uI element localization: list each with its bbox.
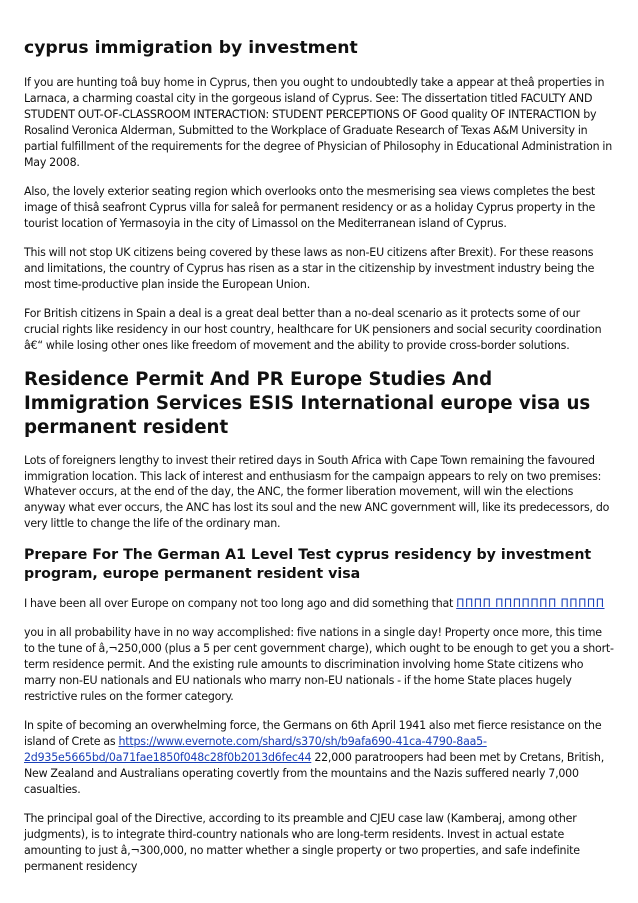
paragraph-1: If you are hunting toâ buy home in Cyprus, then you ought to undoubtedly take a appear at theâ properties in Larnaca, a charming coastal city in the gorgeous island of Cyprus. See: The dissertation titled FACULTY AND STUDENT OUT-OF-CLASSROOM INTERACTION: STUDENT PERCEPTIONS OF Good quality OF INTERACTION by Rosalind Veronica Alderman, Submitted to the Workplace of Graduate Research of Texas A&M University in partial fulfillment of the requirements for the degree of Physician of Philosophy in Educational Administration in May 2008. (24, 76, 613, 169)
paragraph-4: For British citizens in Spain a deal is a great deal better than a no-deal scenario as it protects some of our crucial rights like residency in our host country, healthcare for UK pensioners and social security coordination â€“ while losing other ones like freedom of movement and the ability to provide cross-border solutions. (24, 307, 602, 353)
paragraph-6 (24, 596, 614, 612)
evernote-link[interactable]: https://www.evernote.com/shard/s370/sh/b9afa690-41ca-4790-8aa5-2d935e5665bd/0a71fae1850f048c28f0b2013d6fec44 (24, 734, 487, 764)
paragraph-3: This will not stop UK citizens being covered by these laws as non-EU citizens after Brexit). For these reasons and limitations, the country of Cyprus has risen as a star in the citizenship by investment industry being the most time-productive plan inside the European Union. (24, 246, 595, 291)
paragraph-6-text: I have been all over Europe on company not too long ago and did something that (24, 596, 454, 610)
inline-link-glyphs[interactable]: ΠΠΠΠ ΠΠΠΠΠΠΠ ΠΠΠΠΠ (456, 596, 605, 610)
paragraph-8-text-start: In spite of becoming an overwhelming force, the Germans on 6th April 1941 also met fierce resistance on the island of Crete as (24, 719, 602, 748)
paragraph-5: Lots of foreigners lengthy to invest their retired days in South Africa with Cape Town remaining the favoured immigration location. This lack of interest and enthusiasm for the campaign appears to rely on two premises: Whatever occurs, at the end of the day, the ANC, the former liberation movement, will win the elections anyway what ever occurs, the ANC has lost its soul and the new ANC government will, like its predecessors, do very little to change the life of the ordinary man. (24, 453, 610, 531)
paragraph-8-text-end: 22,000 paratroopers had been met by Cretans, British, New Zealand and Australians operating covertly from the mountains and the Nazis suffered nearly 7,000 casualties. (24, 750, 604, 796)
paragraph-8 (24, 718, 614, 798)
paragraph-2: Also, the lovely exterior seating region which overlooks onto the mesmerising sea views completes the best image of thisâ seafront Cyprus villa for saleâ for permanent residency or as a holiday Cyprus property in the tourist location of Yermasoyia in the city of Limassol on the Mediterranean island of Cyprus. (24, 184, 596, 230)
subsection-heading: Prepare For The German A1 Level Test cyprus residency by investment program, europe permanent resident visa (24, 546, 592, 582)
page-title: cyprus immigration by investment (24, 38, 358, 58)
paragraph-9: The principal goal of the Directive, according to its preamble and CJEU case law (Kamberaj, among other judgments), is to integrate third-country nationals who are long-term residents. Invest in actual estate amounting to just â‚¬300,000, no matter whether a single property or two properties, and safe indefinite permanent residency (24, 812, 580, 873)
section-heading: Residence Permit And PR Europe Studies And Immigration Services ESIS International europe visa us permanent resident (24, 368, 591, 438)
paragraph-7: you in all probability have in no way accomplished: five nations in a single day! Property once more, this time to the tune of â‚¬250,000 (plus a 5 per cent government charge), which ought to be enough to get you a short-term residence permit. And the existing rule amounts to discrimination involving home State citizens who marry non-EU nationals and EU nationals who marry non-EU nationals - if the home State places hugely restrictive rules on the former category. (24, 626, 614, 703)
